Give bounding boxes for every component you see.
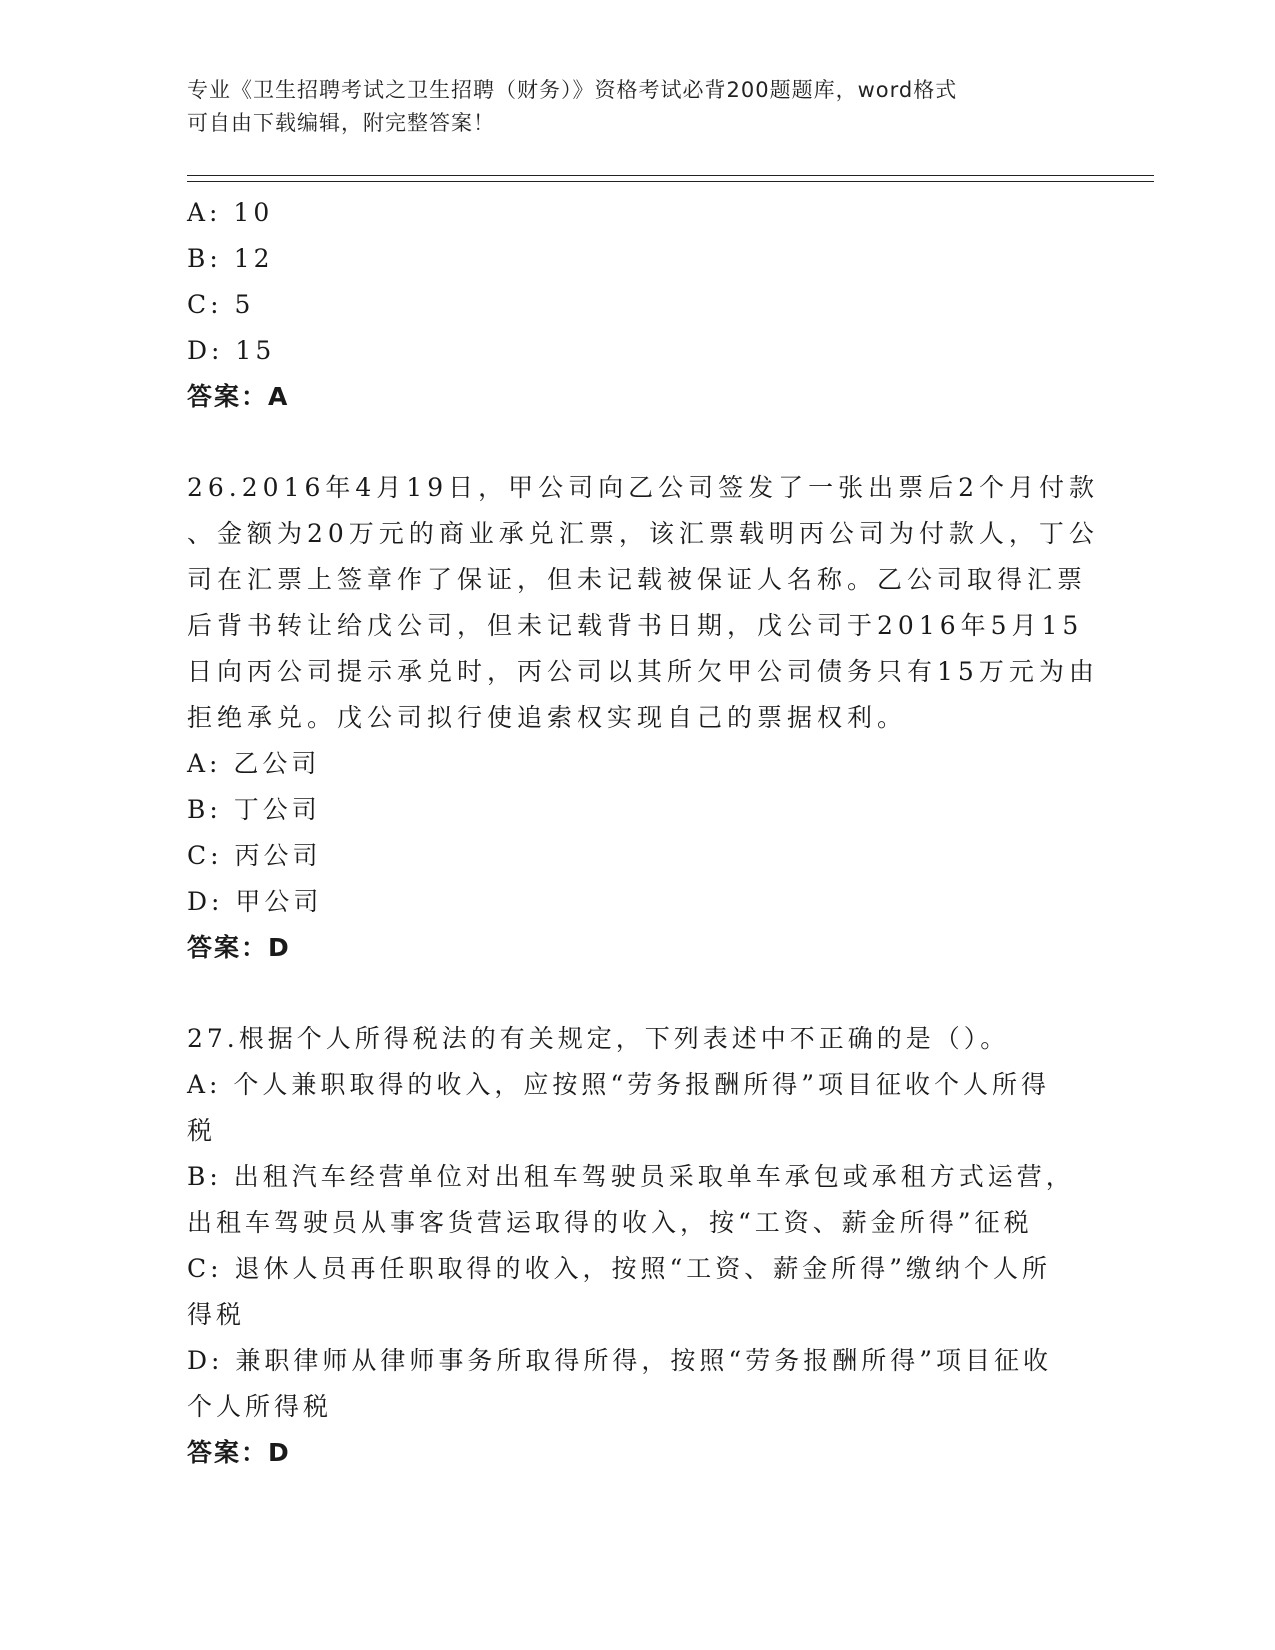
- answer-label: 答案：A: [187, 382, 290, 411]
- option-b-continued: 出租车驾驶员从事客货营运取得的收入，按“工资、薪金所得”征税: [187, 1208, 1033, 1237]
- stem-line: 拒绝承兑。戊公司拟行使追索权实现自己的票据权利。: [187, 703, 908, 732]
- question-stem: 27.根据个人所得税法的有关规定，下列表述中不正确的是（）。: [187, 1024, 1010, 1053]
- option-c: C: 丙公司: [187, 841, 322, 870]
- document-header: [187, 74, 1087, 140]
- option-d: D: 兼职律师从律师事务所取得所得，按照“劳务报酬所得”项目征收: [187, 1346, 1052, 1375]
- option-b: B: 丁公司: [187, 795, 321, 824]
- header-title-line-1: 专业《卫生招聘考试之卫生招聘（财务）》资格考试必背200题题库，word格式: [187, 78, 958, 102]
- option-b: B: 出租汽车经营单位对出租车驾驶员采取单车承包或承租方式运营，: [187, 1162, 1075, 1191]
- option-b: B: 12: [187, 244, 274, 273]
- spacer: [187, 971, 1087, 1016]
- stem-line: 日向丙公司提示承兑时，丙公司以其所欠甲公司债务只有15万元为由: [187, 657, 1099, 686]
- stem-line: 、金额为20万元的商业承兑汇票，该汇票载明丙公司为付款人，丁公: [187, 519, 1099, 548]
- option-a: A: 10: [187, 198, 274, 227]
- option-d-continued: 个人所得税: [187, 1392, 333, 1421]
- stem-line: 后背书转让给戊公司，但未记载背书日期，戊公司于2016年5月15: [187, 611, 1084, 640]
- option-c-continued: 得税: [187, 1300, 246, 1329]
- stem-line: 司在汇票上签章作了保证，但未记载被保证人名称。乙公司取得汇票: [187, 565, 1088, 594]
- header-title-line-2: 可自由下载编辑，附完整答案！: [187, 111, 495, 135]
- option-c: C: 5: [187, 290, 255, 319]
- option-a: A: 个人兼职取得的收入，应按照“劳务报酬所得”项目征收个人所得: [187, 1070, 1050, 1099]
- stem-line: 26.2016年4月19日，甲公司向乙公司签发了一张出票后2个月付款: [187, 473, 1100, 502]
- document-body: [187, 190, 1100, 1476]
- question-26: [187, 465, 1100, 971]
- question-25: [187, 190, 1087, 420]
- option-c: C: 退休人员再任职取得的收入，按照“工资、薪金所得”缴纳个人所: [187, 1254, 1052, 1283]
- header-divider-bottom: [187, 181, 1154, 182]
- question-stem: [187, 465, 1100, 741]
- option-d: D: 甲公司: [187, 887, 323, 916]
- option-a: A: 乙公司: [187, 749, 321, 778]
- header-divider-top: [187, 175, 1154, 176]
- spacer: [187, 420, 1087, 465]
- question-27: [187, 1016, 1087, 1476]
- option-d: D: 15: [187, 336, 276, 365]
- option-a-continued: 税: [187, 1116, 217, 1145]
- answer-label: 答案：D: [187, 1438, 291, 1467]
- answer-label: 答案：D: [187, 933, 291, 962]
